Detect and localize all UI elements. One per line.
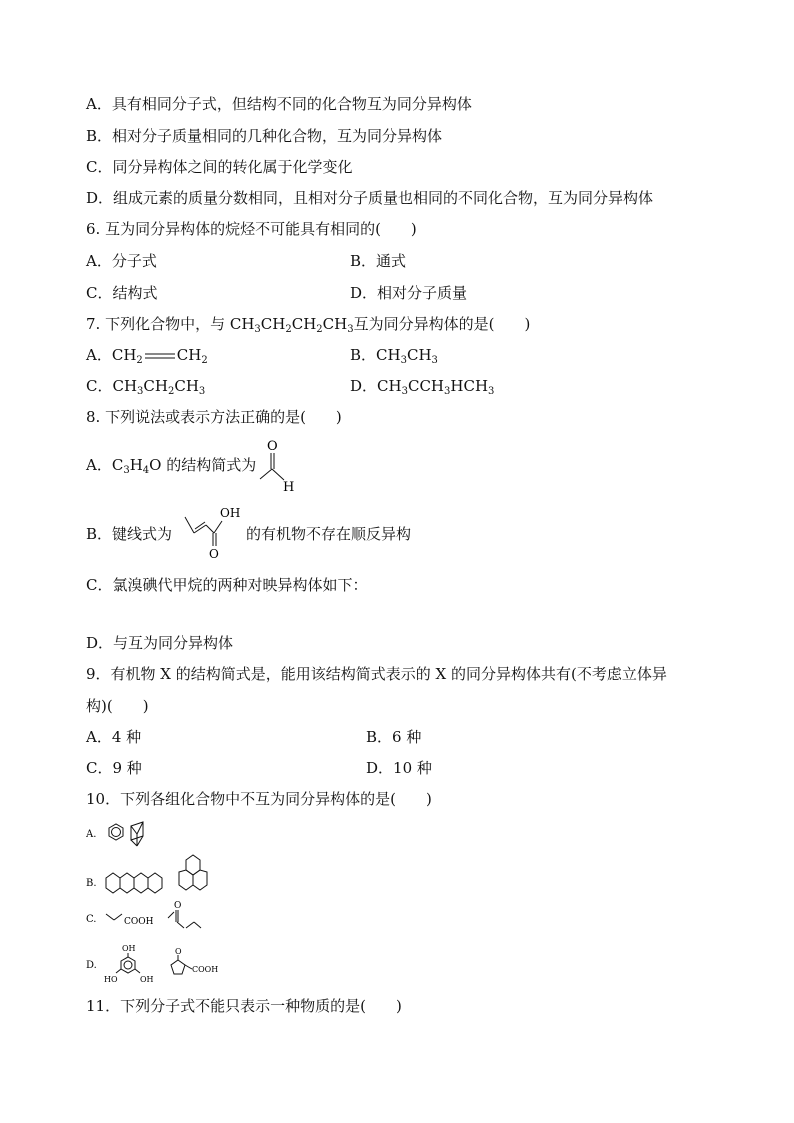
q10-option-d-o: O bbox=[175, 947, 182, 956]
q10-option-d-oh-right: OH bbox=[140, 975, 154, 984]
q7-option-a-label: A． bbox=[86, 346, 112, 364]
q10-stem: 10．下列各组化合物中不互为同分异构体的是( ) bbox=[86, 790, 432, 808]
q6-row-2 bbox=[86, 283, 726, 303]
q9-stem-line2: 构)( ) bbox=[86, 697, 149, 715]
option-a: A．具有相同分子式，但结构不同的化合物互为同分异构体 bbox=[86, 95, 472, 113]
q7-option-d: D．$CH_3CCH_3HCH_3$ bbox=[350, 377, 495, 397]
q9-option-c: C．9 种 bbox=[86, 759, 142, 777]
q9-option-d: D．10 种 bbox=[366, 759, 432, 777]
q9-option-b: B．6 种 bbox=[366, 728, 422, 746]
q10-option-c-cooh: COOH bbox=[124, 917, 154, 927]
q8-enoic-acid-structure bbox=[182, 503, 244, 561]
q8-option-b-pre: B．键线式为 bbox=[86, 525, 173, 543]
q6-stem: 6. 互为同分异构体的烷烃不可能具有相同的( ) bbox=[86, 220, 417, 238]
q7-stem-post: 互为同分异构体的是( ) bbox=[353, 315, 531, 333]
q10-option-c-structures bbox=[86, 900, 236, 940]
q8-aldehyde-structure bbox=[256, 436, 300, 494]
q7-row-1 bbox=[86, 345, 726, 365]
q8-atom-oh: OH bbox=[220, 506, 241, 520]
option-b: B．相对分子质量相同的几种化合物，互为同分异构体 bbox=[86, 127, 443, 145]
q6-option-c: C．结构式 bbox=[86, 284, 158, 302]
q10-option-c-o: O bbox=[174, 901, 182, 911]
option-c: C．同分异构体之间的转化属于化学变化 bbox=[86, 158, 353, 176]
q7-option-b: B．$CH_3CH_3$ bbox=[350, 346, 438, 366]
option-d: D．组成元素的质量分数相同，且相对分子质量也相同的不同化合物，互为同分异构体 bbox=[86, 189, 654, 207]
q8-atom-h: H bbox=[283, 480, 295, 494]
q8-option-b-post: 的有机物不存在顺反异构 bbox=[246, 525, 412, 543]
q8-stem: 8. 下列说法或表示方法正确的是( ) bbox=[86, 408, 342, 426]
q8-atom-o2: O bbox=[209, 547, 219, 561]
q7-option-a-left: $CH_2$ bbox=[111, 346, 143, 366]
q10-option-d-structures bbox=[86, 940, 236, 990]
q10-option-d-oh-left: HO bbox=[104, 975, 118, 984]
q8-option-a-text: A．$C_3H_4O$ 的结构简式为 bbox=[86, 456, 257, 476]
q10-option-b-label: B. bbox=[86, 878, 97, 889]
double-bond-icon bbox=[143, 350, 177, 362]
q10-option-d-oh-top: OH bbox=[122, 944, 136, 953]
q6-row-1 bbox=[86, 251, 726, 271]
q7-stem bbox=[86, 314, 530, 334]
q8-option-c: C．氯溴碘代甲烷的两种对映异构体如下： bbox=[86, 576, 368, 594]
q6-option-d: D．相对分子质量 bbox=[350, 284, 468, 302]
q9-stem-line1: 9．有机物 X 的结构简式是，能用该结构简式表示的 X 的同分异构体共有(不考虑立体异 bbox=[86, 665, 667, 683]
q9-option-a: A．4 种 bbox=[86, 728, 142, 746]
q11-stem: 11．下列分子式不能只表示一种物质的是( ) bbox=[86, 997, 402, 1015]
q10-option-a-label: A. bbox=[86, 829, 97, 840]
q6-option-a: A．分子式 bbox=[86, 252, 157, 270]
q10-option-c-label: C. bbox=[86, 914, 97, 925]
q7-stem-pre: 7. 下列化合物中，与 bbox=[86, 315, 230, 333]
q7-row-2 bbox=[86, 376, 726, 396]
q8-option-d: D．与互为同分异构体 bbox=[86, 634, 234, 652]
q8-atom-o: O bbox=[267, 439, 278, 454]
q10-option-d-cooh: COOH bbox=[192, 965, 219, 974]
q6-option-b: B．通式 bbox=[350, 252, 407, 270]
q7-stem-formula: $CH_3CH_2CH_2CH_3$ bbox=[229, 315, 354, 335]
q10-option-a-structures bbox=[86, 818, 176, 850]
q7-option-c: C．$CH_3CH_2CH_3$ bbox=[86, 377, 206, 397]
q7-option-a bbox=[86, 345, 208, 365]
q9-row-2 bbox=[86, 758, 726, 778]
q9-row-1 bbox=[86, 727, 726, 747]
q7-option-a-right: $CH_2$ bbox=[176, 346, 208, 366]
q10-option-b-structures bbox=[86, 850, 236, 898]
q10-option-d-label: D. bbox=[86, 960, 97, 971]
